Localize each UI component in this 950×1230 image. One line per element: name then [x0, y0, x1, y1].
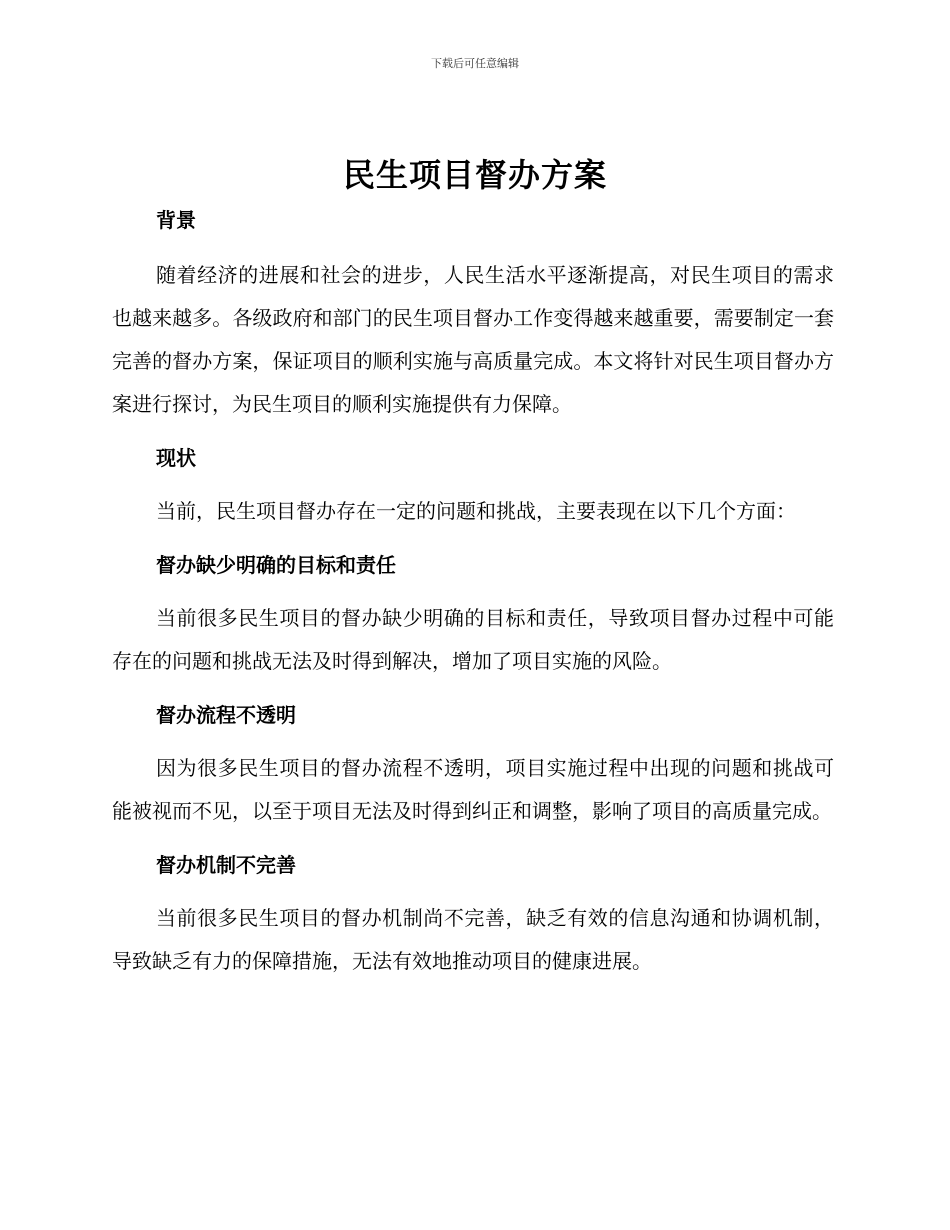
document-body: [112, 200, 834, 983]
section-paragraph-mechanism: 当前很多民生项目的督办机制尚不完善，缺乏有效的信息沟通和协调机制，导致缺乏有力的保障措施，无法有效地推动项目的健康进展。: [112, 906, 834, 973]
section-paragraph-process: 因为很多民生项目的督办流程不透明，项目实施过程中出现的问题和挑战可能被视而不见，以至于项目无法及时得到纠正和调整，影响了项目的高质量完成。: [112, 756, 834, 823]
section-paragraph-goals: 当前很多民生项目的督办缺少明确的目标和责任，导致项目督办过程中可能存在的问题和挑战无法及时得到解决，增加了项目实施的风险。: [112, 606, 834, 673]
document-title: 民生项目督办方案: [342, 156, 607, 194]
section-paragraph-status: 当前，民生项目督办存在一定的问题和挑战，主要表现在以下几个方面：: [156, 499, 796, 523]
section-paragraph-background: 随着经济的进展和社会的进步，人民生活水平逐渐提高，对民生项目的需求也越来越多。各级政府和部门的民生项目督办工作变得越来越重要，需要制定一套完善的督办方案，保证项目的顺利实施与高质量完成。本文将针对民生项目督办方案进行探讨，为民生项目的顺利实施提供有力保障。: [112, 263, 834, 416]
section-heading-mechanism: 督办机制不完善: [156, 853, 296, 877]
section-heading-process: 督办流程不透明: [156, 703, 296, 727]
section-heading-background: 背景: [156, 208, 196, 232]
section-heading-goals: 督办缺少明确的目标和责任: [156, 553, 396, 577]
page-header-note: 下载后可任意编辑: [431, 57, 519, 70]
section-heading-status: 现状: [156, 446, 196, 470]
